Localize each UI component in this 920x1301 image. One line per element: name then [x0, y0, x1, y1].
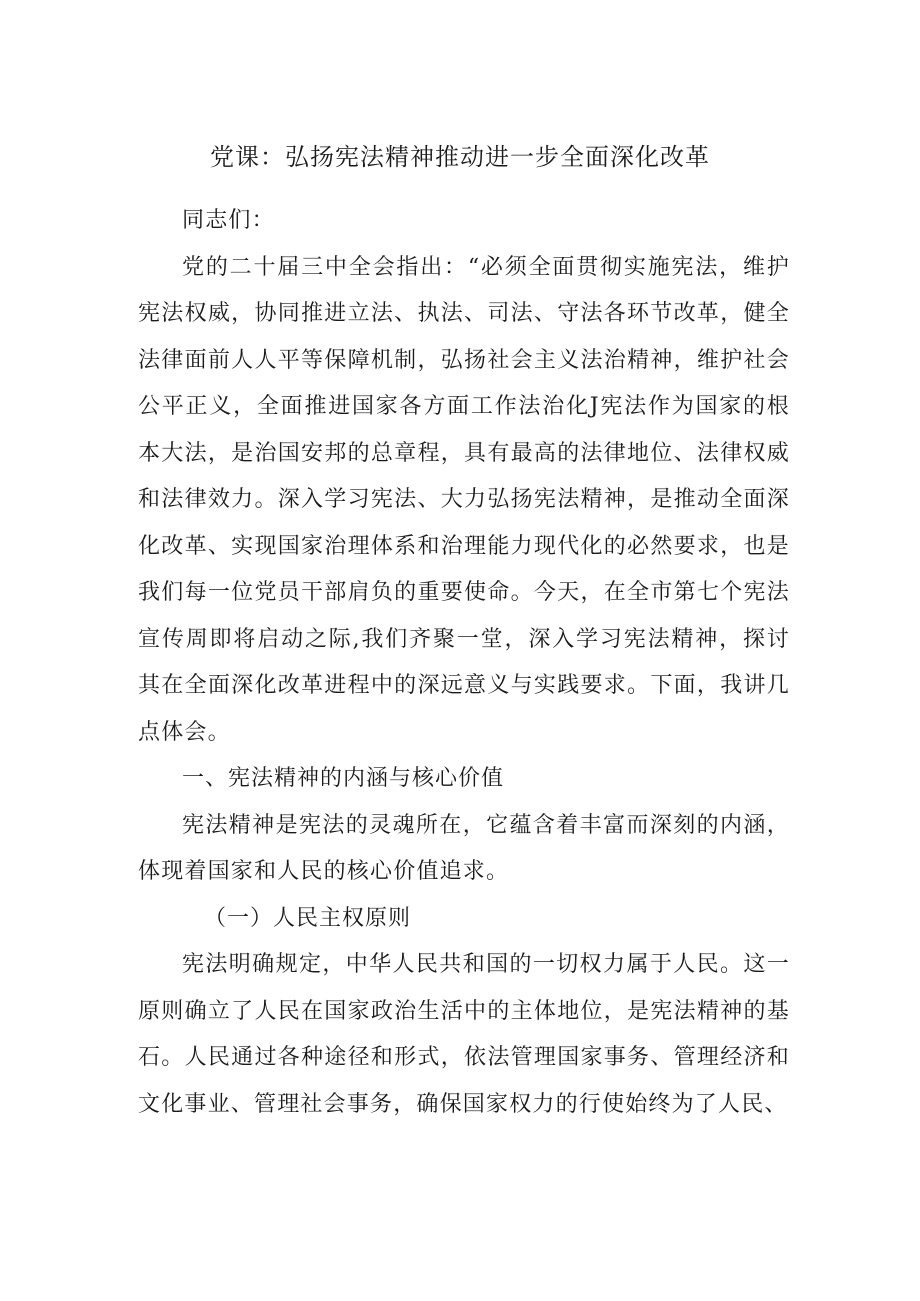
greeting: 同志们：: [182, 208, 275, 233]
document-body: [138, 198, 790, 1128]
document-title: 党课：弘扬宪法精神推动进一步全面深化改革: [210, 143, 710, 171]
subsection-heading-1: （一）人民主权原则: [204, 905, 412, 931]
section-heading-1: 一、宪法精神的内涵与核心价值: [182, 766, 505, 791]
paragraph-section-1: 宪法精神是宪法的灵魂所在，它蕴含着丰富而深刻的内涵，体现着国家和人民的核心价值追求。: [138, 812, 790, 884]
paragraph-intro: 党的二十届三中全会指出：“必须全面贯彻实施宪法，维护宪法权威，协同推进立法、执法、司法、守法各环节改革，健全法律面前人人平等保障机制，弘扬社会主义法治精神，维护社会公平正义，全面推进国家各方面工作法治化J宪法作为国家的根本大法，是治国安邦的总章程，具有最高的法律地位、法律权威和法律效力。深入学习宪法、大力弘扬宪法精神，是推动全面深化改革、实现国家治理体系和治理能力现代化的必然要求，也是我们每一位党员干部肩负的重要使命。今天，在全市第七个宪法宣传周即将启动之际,我们齐聚一堂，深入学习宪法精神，探讨其在全面深化改革进程中的深远意义与实践要求。下面，我讲几点体会。: [138, 254, 790, 745]
paragraph-subsection-1: 宪法明确规定，中华人民共和国的一切权力属于人民。这一原则确立了人民在国家政治生活中的主体地位，是宪法精神的基石。人民通过各种途径和形式，依法管理国家事务、管理经济和文化事业、管理社会事务，确保国家权力的行使始终为了人民、: [138, 952, 790, 1117]
